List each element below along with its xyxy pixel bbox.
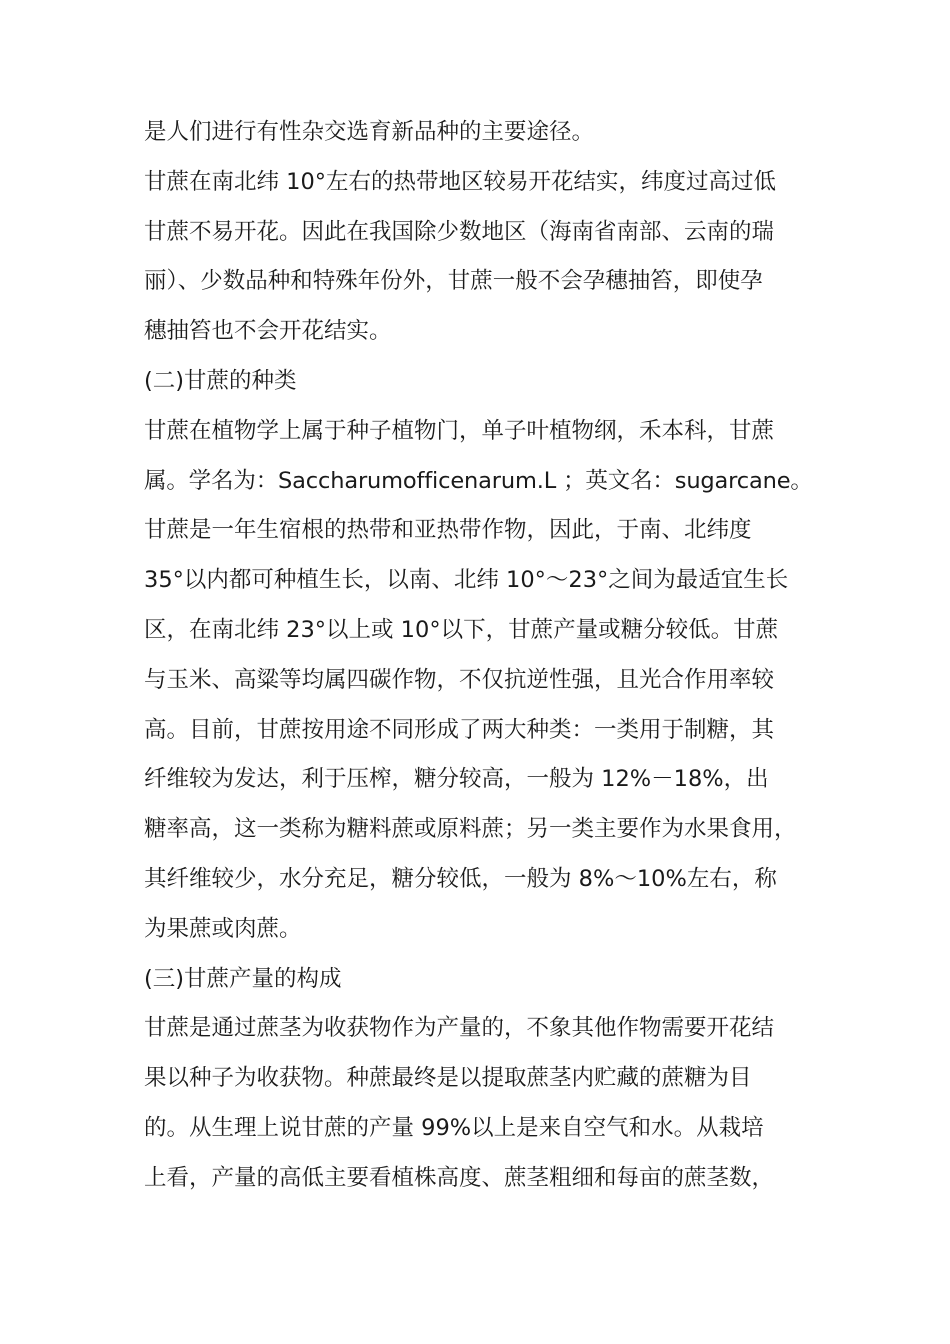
text-line: 纤维较为发达，利于压榨，糖分较高，一般为 12%－18%，出: [144, 766, 769, 793]
text-line: 甘蔗在南北纬 10°左右的热带地区较易开花结实，纬度过高过低: [144, 168, 777, 195]
text-line: 是人们进行有性杂交选育新品种的主要途径。: [144, 119, 595, 145]
text-line: 为果蔗或肉蔗。: [144, 915, 302, 942]
text-line: 上看，产量的高低主要看植株高度、蔗茎粗细和每亩的蔗茎数，: [144, 1164, 775, 1191]
text-line: 其纤维较少，水分充足，糖分较低，一般为 8%～10%左右，称: [144, 865, 777, 892]
text-line: 与玉米、高粱等均属四碳作物，不仅抗逆性强，且光合作用率较: [144, 666, 775, 693]
section-heading: (三)甘蔗产量的构成: [144, 965, 342, 992]
text-line: 甘蔗是通过蔗茎为收获物作为产量的，不象其他作物需要开花结: [144, 1015, 775, 1042]
text-line: 果以种子为收获物。种蔗最终是以提取蔗茎内贮藏的蔗糖为目: [144, 1065, 752, 1092]
text-line: 穗抽笞也不会开花结实。: [144, 318, 392, 345]
text-line: 丽）、少数品种和特殊年份外，甘蔗一般不会孕穗抽笞，即使孕: [144, 268, 763, 295]
document-body: [144, 108, 812, 1204]
text-line: 甘蔗在植物学上属于种子植物门，单子叶植物纲，禾本科，甘蔗: [144, 417, 775, 444]
text-line: 属。学名为：Saccharumofficenarum.L ；英文名：sugarcane。: [144, 467, 813, 494]
text-line: 的。从生理上说甘蔗的产量 99%以上是来自空气和水。从栽培: [144, 1114, 764, 1141]
text-line: 甘蔗是一年生宿根的热带和亚热带作物，因此，于南、北纬度: [144, 517, 752, 544]
section-heading: (二)甘蔗的种类: [144, 367, 297, 394]
text-line: 35°以内都可种植生长，以南、北纬 10°～23°之间为最适宜生长: [144, 567, 789, 594]
text-line: 区，在南北纬 23°以上或 10°以下，甘蔗产量或糖分较低。甘蔗: [144, 616, 779, 643]
text-line: 甘蔗不易开花。因此在我国除少数地区（海南省南部、云南的瑞: [144, 218, 775, 245]
text-line: 高。目前，甘蔗按用途不同形成了两大种类：一类用于制糖，其: [144, 716, 775, 743]
text-line: 糖率高，这一类称为糖料蔗或原料蔗；另一类主要作为水果食用，: [144, 816, 797, 843]
